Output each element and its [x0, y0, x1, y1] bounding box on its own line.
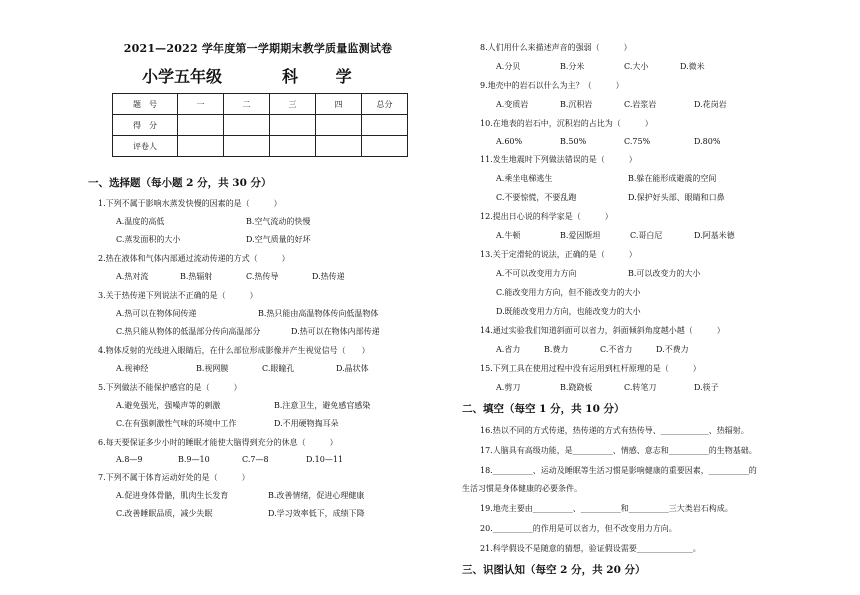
option-c[interactable]: C.转笔刀: [624, 383, 657, 392]
exam-subtitle: [142, 64, 448, 87]
option-a[interactable]: A.促进身体骨骼，肌肉生长发育: [116, 491, 229, 500]
option-a[interactable]: A.温度的高低: [116, 217, 165, 226]
option-d[interactable]: D.热传递: [312, 272, 345, 281]
question-6: 6.每天要保证多少小时的睡眠才能使大脑得到充分的休息（ ）: [98, 438, 338, 447]
question-2: 2.热在液体和气体内部通过流动传递的方式（ ）: [98, 254, 290, 263]
option-b[interactable]: B.视网膜: [196, 364, 229, 373]
option-b[interactable]: B.分米: [560, 62, 585, 71]
question-15-options: [462, 382, 792, 393]
table-cell[interactable]: [362, 115, 408, 136]
question-10-options: [462, 137, 792, 146]
option-a[interactable]: A.牛顿: [496, 231, 521, 240]
fill-question-20[interactable]: 20.__________的作用是可以省力，但不改变用力方向。: [480, 524, 677, 533]
option-a[interactable]: A.变质岩: [496, 100, 529, 109]
question-13-options-row3: [462, 306, 792, 317]
option-a[interactable]: A.分贝: [496, 62, 521, 71]
option-c[interactable]: C.哥白尼: [630, 231, 663, 240]
option-b[interactable]: B.爱因斯坦: [560, 231, 601, 240]
table-cell: 三: [270, 94, 316, 115]
score-table: [112, 93, 408, 157]
option-a[interactable]: A.热对流: [116, 272, 149, 281]
table-cell: 评卷人: [113, 136, 178, 157]
option-d[interactable]: D.花岗岩: [694, 100, 727, 109]
option-a[interactable]: A.视神经: [116, 364, 149, 373]
option-a[interactable]: A.不可以改变用力方向: [496, 269, 577, 278]
question-9-options: [462, 99, 792, 110]
question-11-options-row1: [462, 173, 792, 184]
question-13: 13.关于定滑轮的说法，正确的是（ ）: [480, 250, 637, 259]
option-d[interactable]: D.筷子: [694, 383, 719, 392]
option-b[interactable]: B.热只能由高温物体传向低温物体: [258, 309, 379, 318]
option-b[interactable]: B.沉积岩: [560, 100, 593, 109]
option-c[interactable]: C.眼瞳孔: [262, 364, 295, 373]
question-4-options: [88, 363, 448, 374]
option-b[interactable]: B.躲在能形成避震的空间: [628, 174, 717, 183]
option-d[interactable]: D.不用硬物掏耳朵: [274, 419, 339, 428]
fill-question-17[interactable]: 17.人脑具有高级功能，是__________、情感、意志和__________的生物基础。: [480, 446, 757, 455]
right-column: [462, 40, 792, 577]
option-d[interactable]: D.保护好头部、眼睛和口鼻: [628, 193, 725, 202]
table-row: [113, 136, 408, 157]
option-d[interactable]: D.不费力: [656, 345, 689, 354]
question-10: 10.在地表的岩石中，沉积岩的占比为（ ）: [480, 119, 653, 128]
section-1-title: 一、选择题（每小题 2 分，共 30 分）: [88, 177, 272, 189]
question-3: 3.关于热传递下列说法不正确的是（ ）: [98, 291, 258, 300]
table-row: [113, 94, 408, 115]
option-d[interactable]: D.阿基米德: [694, 231, 735, 240]
option-b[interactable]: B.可以改变力的大小: [628, 269, 701, 278]
option-b[interactable]: B.热辐射: [180, 272, 213, 281]
fill-question-19[interactable]: 19.地壳主要由__________、__________和__________三大类岩石构成。: [480, 504, 733, 513]
table-cell: 得 分: [113, 115, 178, 136]
section-3-title: 三、识图认知（每空 2 分，共 20 分）: [462, 564, 646, 576]
option-d[interactable]: D.空气质量的好坏: [246, 235, 311, 244]
option-b[interactable]: B.空气流动的快慢: [246, 217, 311, 226]
option-c[interactable]: C.不要惊慌，不要乱跑: [496, 193, 577, 202]
question-7-options-row1: [88, 490, 448, 501]
option-d[interactable]: D.晶状体: [336, 364, 369, 373]
option-b[interactable]: B.9—10: [178, 455, 210, 464]
option-d[interactable]: D.10—11: [306, 455, 344, 464]
option-c[interactable]: C.在有强刺激性气味的环境中工作: [116, 419, 237, 428]
option-b[interactable]: B.费力: [544, 345, 569, 354]
question-15: 15.下列工具在使用过程中没有运用到杠杆原理的是（ ）: [480, 364, 701, 373]
question-7-options-row2: [88, 508, 448, 519]
table-cell[interactable]: [316, 136, 362, 157]
table-cell[interactable]: [178, 115, 224, 136]
option-a[interactable]: A.避免强光，强噪声等的刺激: [116, 401, 221, 410]
question-11-options-row2: [462, 192, 792, 203]
subject-label: 科 学: [282, 67, 368, 86]
question-5: 5.下列做法不能保护感官的是（ ）: [98, 383, 242, 392]
option-a[interactable]: A.乘坐电梯逃生: [496, 174, 553, 183]
fill-question-18[interactable]: 18.__________、运动及睡眠等生活习惯是影响健康的重要因素，__________的: [480, 466, 757, 475]
question-12-options: [462, 230, 792, 241]
question-5-options-row1: [88, 400, 448, 411]
option-c[interactable]: C.大小: [624, 62, 649, 71]
question-4: 4.物体反射的光线进入眼睛后，在什么部位形成影像并产生视觉信号（ ）: [98, 346, 370, 355]
section-2-title: 二、填空（每空 1 分，共 10 分）: [462, 403, 625, 415]
table-cell[interactable]: [270, 115, 316, 136]
question-14-options: [462, 344, 792, 355]
table-cell[interactable]: [224, 115, 270, 136]
table-cell: 一: [178, 94, 224, 115]
left-column: [88, 40, 448, 519]
question-1: 1.下列不属于影响水蒸发快慢的因素的是（ ）: [98, 199, 282, 208]
option-c[interactable]: C.蒸发面积的大小: [116, 235, 181, 244]
option-b[interactable]: B.改善情绪，促进心理健康: [268, 491, 365, 500]
question-13-options-row2: [462, 287, 792, 298]
option-b[interactable]: B.注意卫生，避免感官感染: [274, 401, 371, 410]
question-13-options-row1: [462, 268, 792, 279]
question-8: 8.人们用什么来描述声音的强弱（ ）: [480, 43, 632, 52]
question-6-options: [88, 455, 448, 464]
option-d[interactable]: D.学习效率低下，成绩下降: [268, 509, 365, 518]
question-5-options-row2: [88, 418, 448, 429]
table-cell: 总分: [362, 94, 408, 115]
option-c[interactable]: C.改善睡眠品质，减少失眠: [116, 509, 213, 518]
option-a[interactable]: A.8—9: [116, 455, 143, 464]
option-c[interactable]: C.不省力: [600, 345, 633, 354]
option-b[interactable]: B.50%: [560, 137, 587, 146]
option-c[interactable]: C.热传导: [246, 272, 279, 281]
question-1-options-row2: [88, 234, 448, 245]
fill-question-18-cont: 生活习惯是身体健康的必要条件。: [462, 484, 582, 493]
table-cell[interactable]: [316, 115, 362, 136]
option-c[interactable]: C.热只能从物体的低温部分传向高温部分: [116, 327, 261, 336]
option-c[interactable]: C.能改变用力方向，但不能改变力的大小: [496, 288, 641, 297]
table-cell: 四: [316, 94, 362, 115]
option-d[interactable]: D.80%: [694, 137, 721, 146]
option-c[interactable]: C.岩浆岩: [624, 100, 657, 109]
table-row: [113, 115, 408, 136]
option-a[interactable]: A.热可以在物体间传递: [116, 309, 197, 318]
exam-title: 2021—2022 学年度第一学期期末教学质量监测试卷: [123, 42, 393, 55]
option-d[interactable]: D.热可以在物体内部传递: [291, 327, 380, 336]
option-a[interactable]: A.省力: [496, 345, 521, 354]
fill-question-21[interactable]: 21.科学假设不是随意的猜想，验证假设需要______________。: [480, 544, 701, 553]
table-cell[interactable]: [270, 136, 316, 157]
table-cell[interactable]: [224, 136, 270, 157]
question-3-options-row2: [88, 326, 448, 337]
question-1-options-row1: [88, 216, 448, 227]
question-3-options-row1: [88, 308, 448, 319]
option-d[interactable]: D.微米: [680, 62, 705, 71]
question-14: 14.通过实验我们知道斜面可以省力，斜面倾斜角度越小越（ ）: [480, 326, 725, 335]
option-d[interactable]: D.既能改变用力方向，也能改变力的大小: [496, 307, 641, 316]
question-8-options: [462, 61, 792, 72]
option-b[interactable]: B.跷跷板: [560, 383, 593, 392]
option-a[interactable]: A.剪刀: [496, 383, 521, 392]
table-cell: 二: [224, 94, 270, 115]
table-cell[interactable]: [178, 136, 224, 157]
grade-label: 小学五年级: [142, 67, 223, 86]
option-c[interactable]: C.75%: [624, 137, 651, 146]
question-9: 9.地壳中的岩石以什么为主？（ ）: [480, 81, 624, 90]
question-2-options: [88, 271, 448, 282]
option-a[interactable]: A.60%: [496, 137, 523, 146]
table-cell: 题 号: [113, 94, 178, 115]
question-12: 12.提出日心说的科学家是（ ）: [480, 212, 613, 221]
option-c[interactable]: C.7—8: [242, 455, 269, 464]
fill-question-16[interactable]: 16.热以不同的方式传递，热传递的方式有热传导、____________、热辐射。: [480, 426, 749, 435]
question-7: 7.下列不属于体育运动好处的是（ ）: [98, 473, 250, 482]
question-11: 11.发生地震时下列做法错误的是（ ）: [480, 155, 637, 164]
table-cell[interactable]: [362, 136, 408, 157]
